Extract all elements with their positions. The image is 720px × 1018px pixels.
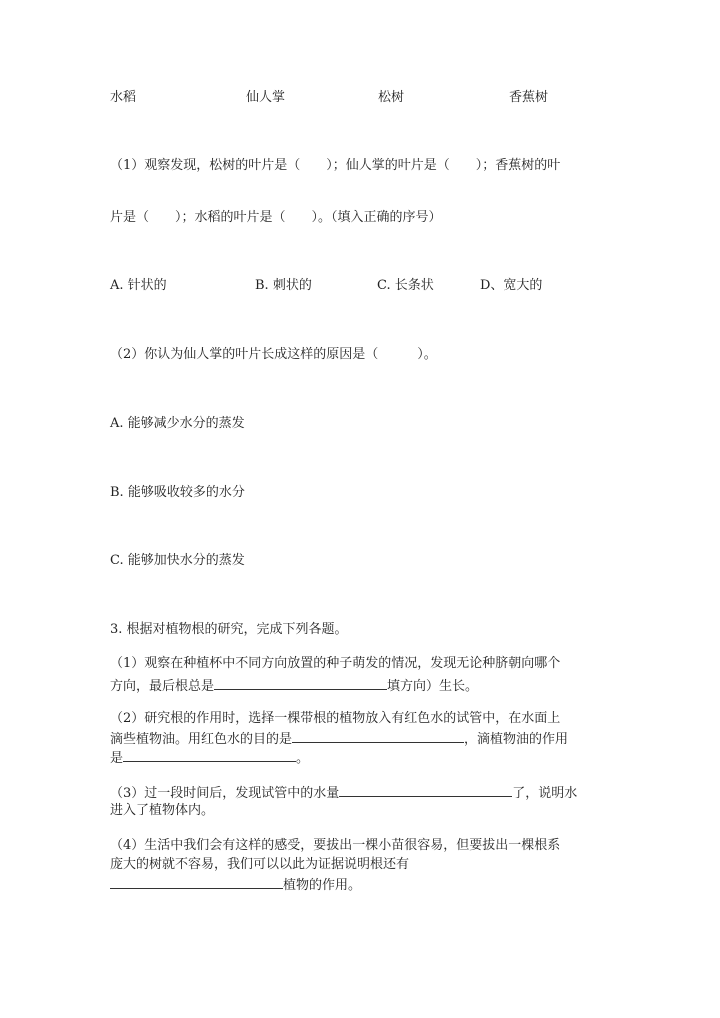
q1-option-a: A. 针状的 bbox=[110, 278, 167, 293]
q3-p1-line2 bbox=[110, 677, 478, 695]
q1-option-b: B. 刺状的 bbox=[255, 278, 312, 293]
q3-title: 3. 根据对植物根的研究，完成下列各题。 bbox=[110, 622, 348, 637]
q3-p2-line3-start: 是 bbox=[110, 751, 124, 766]
q3-p2-line2 bbox=[110, 730, 568, 748]
q3-p1-line2-end: 填方向）生长。 bbox=[387, 679, 479, 694]
plant-cactus: 仙人掌 bbox=[246, 90, 286, 105]
q3-p3-line1 bbox=[110, 784, 577, 802]
answer-blank-water-level[interactable] bbox=[339, 784, 512, 797]
q1-line2: 片是（ ）；水稻的叶片是（ ）。（填入正确的序号） bbox=[110, 210, 442, 225]
q1-line1: （1）观察发现，松树的叶片是（ ）；仙人掌的叶片是（ ）；香蕉树的叶 bbox=[110, 158, 561, 173]
q3-p2-line3 bbox=[110, 749, 309, 767]
plant-banana: 香蕉树 bbox=[509, 90, 549, 105]
q3-p4-line2: 庞大的树就不容易，我们可以以此为证据说明根还有 bbox=[110, 857, 410, 872]
q3-p3-line1-end: 了，说明水 bbox=[512, 786, 578, 801]
q1-option-c: C. 长条状 bbox=[377, 278, 434, 293]
q3-p2-line2-start: 滴些植物油。用红色水的目的是 bbox=[110, 732, 293, 747]
answer-blank-root-direction[interactable] bbox=[214, 677, 387, 690]
q3-p3-line2: 进入了植物体内。 bbox=[110, 803, 215, 818]
q3-p2-line1: （2）研究根的作用时，选择一棵带根的植物放入有红色水的试管中，在水面上 bbox=[110, 711, 561, 726]
q2-option-c: C. 能够加快水分的蒸发 bbox=[110, 553, 245, 568]
q2-stem: （2）你认为仙人掌的叶片长成这样的原因是（ ）。 bbox=[110, 347, 437, 362]
plant-pine: 松树 bbox=[378, 90, 405, 105]
q3-p1-line1: （1）观察在种植杯中不同方向放置的种子萌发的情况，发现无论种脐朝向哪个 bbox=[110, 656, 561, 671]
answer-blank-root-function[interactable] bbox=[110, 876, 283, 889]
q3-p4-line1: （4）生活中我们会有这样的感受，要拔出一棵小苗很容易，但要拔出一棵根系 bbox=[110, 838, 561, 853]
q2-option-a: A. 能够减少水分的蒸发 bbox=[110, 416, 245, 431]
answer-blank-red-water-purpose[interactable] bbox=[292, 730, 464, 743]
answer-blank-oil-purpose[interactable] bbox=[123, 749, 296, 762]
plant-rice: 水稻 bbox=[110, 90, 137, 105]
q3-p4-line3 bbox=[110, 876, 361, 894]
q3-p1-line2-start: 方向，最后根总是 bbox=[110, 679, 215, 694]
q3-p2-line2-end: ，滴植物油的作用 bbox=[464, 732, 569, 747]
q3-p2-line3-end: 。 bbox=[296, 751, 310, 766]
q1-option-d: D、宽大的 bbox=[480, 278, 543, 293]
q2-option-b: B. 能够吸收较多的水分 bbox=[110, 485, 245, 500]
q3-p4-line3-end: 植物的作用。 bbox=[283, 878, 362, 893]
q3-p3-line1-start: （3）过一段时间后，发现试管中的水量 bbox=[110, 786, 340, 801]
